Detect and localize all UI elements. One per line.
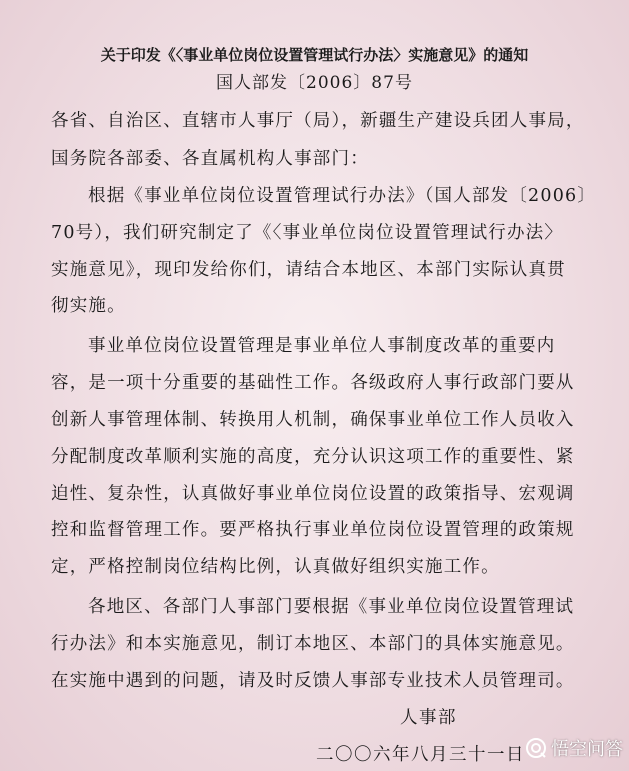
document-number: 国人部发〔2006〕87号 xyxy=(216,73,413,93)
body-line: 在实施中遇到的问题，请及时反馈人事部专业技术人员管理司。 xyxy=(51,671,575,691)
body-line: 分配制度改革顺利实施的高度，充分认识这项工作的重要性、紧 xyxy=(51,447,575,467)
body-line: 创新人事管理体制、转换用人机制，确保事业单位工作人员收入 xyxy=(51,410,575,430)
body-line: 70号），我们研究制定了《〈事业单位岗位设置管理试行办法〉 xyxy=(51,223,564,243)
watermark-text: 悟空问答 xyxy=(551,739,623,760)
wukong-logo-icon xyxy=(525,737,547,759)
body-line: 事业单位岗位设置管理是事业单位人事制度改革的重要内 xyxy=(88,336,556,356)
body-line: 彻实施。 xyxy=(51,296,126,316)
body-line: 迫性、复杂性，认真做好事业单位岗位设置的政策指导、宏观调 xyxy=(51,484,575,504)
document-date: 二〇〇六年八月三十一日 xyxy=(316,745,525,765)
body-line: 行办法》和本实施意见，制订本地区、本部门的具体实施意见。 xyxy=(51,634,575,654)
body-line: 控和监督管理工作。要严格执行事业单位岗位设置管理的政策规 xyxy=(51,520,575,540)
body-line: 国务院各部委、各直属机构人事部门： xyxy=(51,149,369,169)
body-line: 实施意见》，现印发给你们，请结合本地区、本部门实际认真贯 xyxy=(51,260,566,280)
signature: 人事部 xyxy=(400,708,457,728)
body-line: 容，是一项十分重要的基础性工作。各级政府人事行政部门要从 xyxy=(51,373,575,393)
body-line: 各地区、各部门人事部门要根据《事业单位岗位设置管理试 xyxy=(88,597,575,617)
body-line: 各省、自治区、直辖市人事厅（局），新疆生产建设兵团人事局， xyxy=(51,111,585,131)
body-line: 根据《事业单位岗位设置管理试行办法》（国人部发〔2006〕 xyxy=(88,186,597,206)
document-title: 关于印发《〈事业单位岗位设置管理试行办法〉实施意见》的通知 xyxy=(100,46,529,64)
watermark xyxy=(525,735,623,761)
body-line: 定，严格控制岗位结构比例，认真做好组织实施工作。 xyxy=(51,557,500,577)
